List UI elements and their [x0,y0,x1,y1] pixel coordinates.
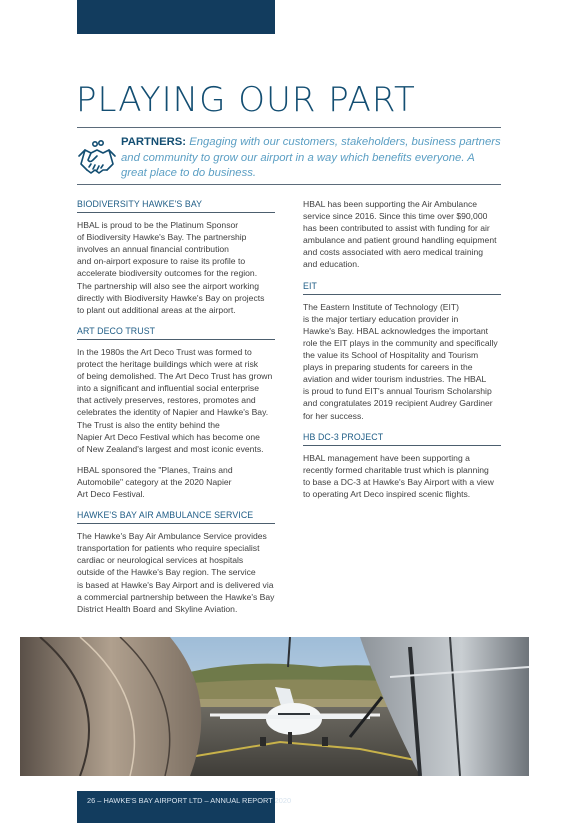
section-heading-air-ambulance: HAWKE'S BAY AIR AMBULANCE SERVICE [77,509,275,524]
section-art-deco-trust [77,325,275,500]
section-heading-art-deco-trust: ART DECO TRUST [77,325,275,340]
art-deco-paragraph-1: In the 1980s the Art Deco Trust was formed to protect the heritage buildings which were at risk of being demolished. The Art Deco Trust has grown into a significant and influential social enterprise that actively preserves, restores, promotes and celebrates the identity of Napier and Hawke's Bay. The Trust is also the entity behind the Napier Art Deco Festival which has become one of New Zealand's largest and most iconic events. [77,346,273,454]
top-color-bar [77,0,275,34]
partners-rule [77,184,501,185]
page-footer [77,791,292,823]
partners-description: Engaging with our customers, stakeholders, business partners and community to grow our airport in a way which benefits everyone. A great place to do business. [121,136,501,179]
section-heading-biodiversity: BIODIVERSITY HAWKE'S BAY [77,198,275,213]
biodiversity-paragraph: HBAL is proud to be the Platinum Sponsor of Biodiversity Hawke's Bay. The partnership involves an annual financial contribution and on-airport exposure to raise its profile to accelerate biodiversity outcomes for the region. The partnership will also see the airport working directly with Biodiversity Hawke's Bay on projects to plant out additional areas at the airport. [77,220,265,315]
section-dc3-project [303,431,501,500]
section-eit [303,280,501,422]
left-column [77,198,275,624]
partners-statement [121,135,501,182]
dc3-paragraph: HBAL management have been supporting a recently formed charitable trust which is planning to base a DC-3 at Hawke's Bay Airport with a view to operating Art Deco inspired scenic flights. [303,452,494,499]
section-heading-dc3-project: HB DC-3 PROJECT [303,431,501,446]
handshake-icon [77,138,117,178]
page-title: PLAYING OUR PART [76,80,416,120]
section-biodiversity [77,198,275,316]
partners-label: PARTNERS: [121,136,187,148]
air-ambulance-paragraph: The Hawke's Bay Air Ambulance Service provides transportation for patients who require specialist cardiac or neurological services at hospitals outside of the Hawke's Bay region. The service is based at Hawke's Bay Airport and is delivered via a commercial partnership between the Hawke's Bay District Health Board and Skyline Aviation. [77,531,275,614]
right-column [303,198,501,509]
art-deco-paragraph-2: HBAL sponsored the "Planes, Trains and Automobile" category at the 2020 Napier Art Deco Festival. [77,464,233,499]
airport-apron-photo [20,637,529,776]
section-heading-eit: EIT [303,280,501,295]
eit-paragraph: The Eastern Institute of Technology (EIT) is the major tertiary education provider in Hawke's Bay. HBAL acknowledges the important role the EIT plays in the community and specifically the value its School of Hospitality and Tourism plays in preparing students for careers in the aviation and wider tourism industries. The HBAL is proud to fund EIT's annual Tourism Scholarship and congratulates 2019 recipient Audrey Gardiner for her success. [303,301,498,421]
air-ambulance-support-paragraph: HBAL has been supporting the Air Ambulance service since 2016. Since this time over $90,000 has been contributed to assist with funding for air ambulance and patient ground handling equipment and costs associated with aero medical training and education. [303,199,497,270]
title-rule [77,127,501,128]
section-air-ambulance [77,509,275,615]
footer-text: 26 – HAWKE'S BAY AIRPORT LTD – ANNUAL REPORT 2020 [87,796,292,805]
